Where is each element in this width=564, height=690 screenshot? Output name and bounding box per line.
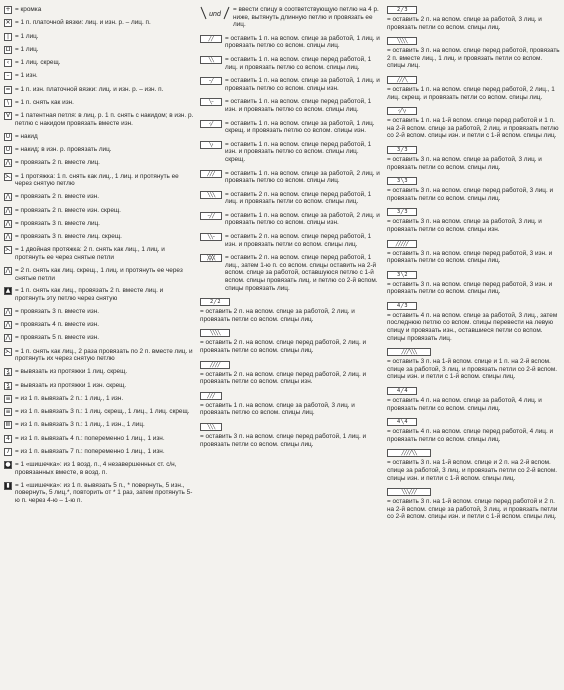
legend-text: = оставить 3 п. на вспом. спице перед работой, 3 изн. и провязать петли со вспом. спицы лиц. [387,249,553,265]
legend-entry [200,35,380,50]
inc-3-icon: ≡ [5,408,11,416]
legend-text: = оставить 2 п. на вспом. спице за работой, 3 лиц. и провязать петли со вспом. спицы лиц. [387,16,542,31]
legend-entry [200,77,380,92]
slip-dec-icon: ⋋ [5,347,11,355]
legend-text: = 1 лиц. [15,45,39,53]
legend-entry [387,146,561,171]
k2tog-icon: ⋀ [5,159,11,167]
cross-double-icon: ‹╱╲› [387,107,417,115]
k5tog-icon: ⋀ [5,334,11,342]
legend-entry [4,112,194,127]
legend-entry [4,408,194,416]
bobble-icon: ● [5,461,11,469]
legend-entry [200,6,380,29]
cross-3-1-3-icon: ╱╱╱╲╲╲ [387,348,431,356]
legend-entry [200,212,380,227]
k3tog-icon: ⋀ [5,219,11,227]
legend-entry [4,173,194,188]
legend-text: = оставить 4 п. на вспом. спице перед работой, 4 лиц. и провязать петли со вспом. спицы лиц. [387,428,554,443]
purl-icon: – [4,72,12,80]
legend-text: = оставить 3 п. на 1-й вспом. спице и 1 п. на 2-й вспом. спице за работой, 3 лиц. и провязать петли со 2-й вспом. спицы изн. и петли с 1-й вспом. спицы лиц. [387,358,558,381]
lift-crossed-icon: ʓ [4,368,12,376]
cross-3-1-front-icon: ╲╲╲ [200,423,222,431]
legend-entry [387,208,561,233]
legend-text: = 1 п. снять как лиц., провязать 2 п. вместе лиц. и протянуть эту петлю через снятую [15,287,164,302]
legend-text: = оставить 1 п. на вспом. спице перед работой, 1 лиц. и провязать петлю со вспом. спицы лиц. [225,55,372,71]
legend-text: = оставить 2 п. на вспом. спице перед работой, 1 лиц. и провязать петли со вспом. спицы лиц. [225,190,372,206]
legend-entry [200,254,380,292]
cross-1-1-back-icon: ╱╱ [200,35,222,43]
k3tog-tbl-icon: ⋀ [5,233,11,241]
cross-2-1-purl-back-icon: –╱╱ [200,212,222,220]
legend-text: = оставить 4 п. на вспом. спице за работой, 3 лиц., затем последнюю петлю со вспом. спицы перевести на левую спицу и провязать изн., оставшиеся петли со вспом. спицы провязать лиц. [387,311,558,342]
lift-purl-crossed-icon: ʓ [4,382,12,390]
legend-entry [387,348,561,381]
legend-text: = накид [15,132,38,140]
p4tog-icon: ⋀ [5,321,11,329]
legend-text: = ввести спицу в соответствующую петлю на 4 р. ниже, вытянуть длинную петлю и провязать ее лиц. [233,6,379,29]
legend-text: = из 1 п. вывязать 4 п.: попеременно 1 лиц., 1 изн. [15,434,165,442]
legend-text: = 1 п. изн. платочной вязки: лиц. и изн. р. – изн. п. [15,85,164,93]
cross-purl-front-icon: ╲– [200,98,222,106]
legend-text: = оставить 4 п. на вспом. спице за работой, 4 лиц. и провязать петли со вспом. спицы лиц. [387,397,542,412]
legend-text: = вывязать из протяжки 1 изн. скрещ. [15,381,127,389]
cross-tbl-back-icon: ‹╱ [200,120,222,128]
legend-entry [4,435,194,443]
cross-3-3-purl-back-icon: 3 ╱ 3 [387,208,417,216]
cross-2-2-back-icon: 2 ╱ 2 [200,298,230,306]
crossed-knit-icon: ‹ [4,59,12,67]
cross-4-4-front-icon: 4 ╲ 4 [387,418,417,426]
legend-entry [4,287,194,302]
legend-text: = 1 лиц. скрещ. [15,59,61,67]
cross-3-2-3-icon: ╱╱╱╱╲╲ [387,449,431,457]
legend-text: = оставить 1 п. на вспом. спице перед работой, 2 лиц., 1 лиц. скрещ. и провязать петли со вспом. спицы лиц. [387,85,555,101]
legend-text: = оставить 3 п. на вспом. спице за работой, 3 лиц. и провязать петли со вспом. спицы лиц. [387,155,542,171]
legend-text: = 1 протяжка: 1 п. снять как лиц., 1 лиц. и протянуть ее через снятую петлю [15,172,179,188]
legend-text: = накид; в изн. р. провязать лиц. [15,146,112,154]
legend-entry [4,321,194,329]
central-dec-icon: ▲ [5,287,11,295]
legend-text: = оставить 2 п. на вспом. спице перед работой, 1 изн. и провязать петли со вспом. спицы лиц. [225,233,372,248]
legend-entry [4,72,194,80]
legend-entry [387,488,561,521]
legend-text: = провязать 2 п. вместе лиц. [15,159,100,167]
cross-icon: ✕ [5,19,11,27]
slip-purl-icon: \ [4,99,12,107]
legend-entry [4,159,194,167]
legend-entry [387,6,561,31]
legend-text: = 1 изн. [15,72,38,80]
legend-entry [387,271,561,296]
p2tog-icon: ⋀ [5,193,11,201]
legend-text: = 1 «шишечка»: из 1 п. вывязать 5 п., * повернуть, 5 изн., повернуть, 5 лиц.*, повторить от * 1 раз, затем протянуть 5-ю п. через 4-ю – 1-ю п. [15,481,193,504]
inc-2-icon: ≡ [5,394,11,402]
legend-entry [4,368,194,376]
legend-entry [4,421,194,429]
inc-3-purl-icon: Ⅲ [5,421,11,429]
cross-tbl-2-icon: ╱╱╱╲ [387,76,417,84]
garter-icon: = [5,85,11,93]
legend-entry [4,348,194,363]
k2tog-tbl-icon: ⋀ [5,266,11,274]
legend-entry [4,19,194,27]
cross-1-3-back-icon: ╱╱╱ [200,392,222,400]
legend-entry [4,6,194,14]
legend-text: = провязать 3 п. вместе лиц. [15,219,100,227]
legend-entry [4,86,194,94]
legend-entry [387,302,561,342]
knit-icon: | [4,33,12,41]
legend-text: = оставить 3 п. на 1-й вспом. спице перед работой и 2 п. на 2-й вспом. спице за работой, 3 лиц. и провязать петли со 2-й вспом. спицы изн. и петли с 1-й вспом. спицы лиц. [387,498,558,521]
legend-text: = из 1 п. вывязать 2 п.: 1 лиц., 1 изн. [15,394,124,402]
legend-text: = оставить 1 п. на вспом. спице перед работой, 1 изн. и провязать петлю со вспом. спицы лиц. скрещ. [225,140,372,163]
legend-entry [200,298,380,323]
legend-entry [4,59,194,67]
legend-entry [387,240,561,265]
yarn-over-icon: U [5,132,11,140]
legend-entry [4,334,194,342]
legend-entry [4,193,194,201]
twisted-knit-icon: Ω [5,45,11,53]
legend-text: = провязать 3 п. вместе изн. [15,307,100,315]
legend-text: = 1 п. платочной вязки: лиц. и изн. р. – лиц. п. [15,19,151,27]
legend-entry [4,246,194,261]
legend-entry [200,98,380,113]
legend-text: = провязать 2 п. вместе изн. скрещ. [15,206,121,214]
legend-text: = оставить 1 п. на вспом. спице за работой, 2 лиц. и провязать петлю со вспом. спицы изн. [225,211,380,227]
legend-text: = оставить 1 п. на вспом. спице за работой, 1 лиц. и провязать петлю со вспом. спицы лиц. [225,34,380,50]
legend-column-1 [4,6,194,510]
legend-entry [387,387,561,412]
legend-entry [200,141,380,164]
legend-entry [200,423,380,448]
cross-2-1-2-icon: ╳╳╳ [200,254,222,262]
legend-entry [200,392,380,417]
p2tog-tbl-icon: ⋀ [5,206,11,214]
cross-3-2-3-front-icon: ╲╲╲╱╱╱ [387,488,431,496]
inc-7-icon: 7 [4,448,12,456]
legend-text: = оставить 2 п. на вспом. спице за работой, 2 лиц. и провязать петли со вспом. спицы лиц. [200,308,355,323]
legend-text: = оставить 3 п. на вспом. спице перед работой, 3 изн. и провязать петли со вспом. спицы лиц. [387,280,553,296]
legend-text: = из 1 п. вывязать 7 п.: попеременно 1 лиц., 1 изн. [15,448,165,456]
legend-entry [387,76,561,101]
legend-text: = 1 двойная протяжка: 2 п. снять как лиц., 1 лиц. и протянуть ее через снятые петли [15,246,165,262]
legend-text: = оставить 2 п. на вспом. спице перед работой, 2 лиц. и провязать петли со вспом. спицы лиц. [200,339,367,354]
legend-entry [200,191,380,206]
legend-entry [4,207,194,215]
legend-entry [4,267,194,282]
legend-entry [4,133,194,141]
cross-4-4-back-icon: 4 ╱ 4 [387,387,417,395]
skp-icon: ⋋ [5,172,11,180]
legend-text: = оставить 3 п. на вспом. спице перед работой, 3 лиц. и провязать петли со вспом. спицы лиц. [387,187,554,202]
legend-text: = провязать 2 п. вместе изн. [15,193,100,201]
legend-text: = оставить 2 п. на вспом. спице перед работой, 1 лиц., затем 1-ю п. со вспом. спицы оставить на 2-й вспом. спице за работой, оставшуюся петлю с 1-й вспом. спицы провязать лиц. и петлю со 2-й вспом. спицы провязать лиц. [225,254,378,292]
cross-tbl-front-icon: ╲› [200,141,222,149]
patent-icon: V [5,112,11,120]
legend-entry [4,46,194,54]
cross-2-1-purl-front-icon: ╲╲– [200,233,222,241]
inc-4-icon: 4 [4,435,12,443]
cross-3-3-purl-front-icon: ╱╱╱╱╱ [387,240,417,248]
legend-entry [387,449,561,482]
legend-text: = 2 п. снять как лиц. скрещ., 1 лиц. и протянуть ее через снятые петли [15,266,183,282]
legend-text: = оставить 3 п. на вспом. спице перед работой, 1 лиц. и провязать петли со вспом. спицы лиц. [200,432,367,448]
legend-text: = провязать 4 п. вместе изн. [15,321,100,329]
legend-entry [4,233,194,241]
legend-entry [200,329,380,354]
legend-entry [4,99,194,107]
legend-text: = из 1 п. вывязать 3 п.: 1 лиц. скрещ., 1 лиц., 1 лиц. скрещ. [15,408,190,416]
plus-icon: + [5,6,11,13]
legend-text: = оставить 1 п. на вспом. спице за работой, 3 лиц. и провязать петлю со вспом. спицы лиц. [200,401,355,417]
legend-text: = оставить 2 п. на вспом. спице перед работой, 2 лиц. и провязать петли со вспом. спицы изн. [200,370,367,386]
cross-3-2-front-icon: ╲╲╲╲ [387,37,417,45]
legend-text: = оставить 1 п. на вспом. спице за работой, 2 лиц. и провязать петлю со вспом. спицы лиц. [225,169,380,185]
legend-text: = оставить 1 п. на вспом. спице за работой, 1 лиц. скрещ. и провязать петлю со вспом. спицы изн. [225,119,375,135]
legend-text: = 1 лиц. [15,32,39,40]
purl-yarn-over-icon: U [5,146,11,154]
legend-text: = оставить 3 п. на вспом. спице за работой, 3 лиц. и провязать петли со вспом. спицы изн. [387,218,542,233]
legend-entry [4,220,194,228]
cross-2-3-back-icon: 2 ╱ 3 [387,6,417,14]
double-skp-icon: ⋋ [5,246,11,254]
legend-entry [4,482,194,505]
bobble-knit-icon: ▮ [4,482,12,490]
legend-entry [200,56,380,71]
legend-text: = 1 п. снять как лиц., 2 раза провязать по 2 п. вместе лиц. и протянуть их через снятую петлю [15,347,193,363]
legend-text: = кромка [15,6,42,13]
legend-text: = 1 патентная петля: в лиц. р. 1 п. снять с накидом; в изн. р. петлю с накидом провязать вместе изн. [15,112,194,127]
legend-column-3 [387,6,561,527]
cross-1-1-front-icon: ╲╲ [200,56,222,64]
legend-text: = оставить 3 п. на вспом. спице перед работой, провязать 2 п. вместе лиц., 1 лиц. и провязать петли со вспом. спицы лиц. [387,47,560,70]
legend-column-2 [200,6,380,454]
legend-entry [200,170,380,185]
legend-text: = 1 «шишечка»: из 1 возд. п., 4 незавершенных ст. с/н, провязанных вместе, в возд. п. [15,461,177,476]
legend-entry [4,395,194,403]
legend-entry [200,120,380,135]
legend-entry [387,107,561,140]
cross-3-3-back-icon: 3 ╱ 3 [387,146,417,154]
legend-text: = из 1 п. вывязать 3 п.: 1 лиц., 1 изн., 1 лиц. [15,421,145,429]
legend-text: = оставить 3 п. на 1-й вспом. спице и 2 п. на 2-й вспом. спице за работой, 3 лиц. и провязать петли со 2-й вспом. спицы изн. и петли с 1-й вспом. спицы лиц. [387,459,558,482]
cross-3-3-front-icon: 3 ╲ 3 [387,177,417,185]
und-icon [200,6,230,20]
svg-text:und: und [209,11,221,18]
legend-entry [4,308,194,316]
legend-text: = оставить 1 п. на вспом. спице за работой, 1 лиц. и провязать петлю со вспом. спицы изн. [225,77,380,92]
legend-entry [387,37,561,70]
legend-text: = вывязать из протяжки 1 лиц. скрещ. [15,368,128,376]
legend-entry [200,361,380,386]
legend-entry [4,146,194,154]
legend-entry [4,382,194,390]
legend-text: = провязать 5 п. вместе изн. [15,334,100,342]
cross-2-2-purl-icon: ╱╱╱╱ [200,361,230,369]
legend-text: = 1 п. снять как изн. [15,99,74,107]
legend-text: = провязать 3 п. вместе лиц. скрещ. [15,233,122,241]
legend-entry [4,33,194,41]
legend-entry [200,233,380,248]
p3tog-icon: ⋀ [5,307,11,315]
cross-purl-back-icon: –╱ [200,77,222,85]
cross-4-3-icon: 4 ╱ 3 [387,302,417,310]
legend-entry [387,177,561,202]
legend-entry [4,448,194,456]
legend-text: = оставить 1 п. на 1-й вспом. спице перед работой и 1 п. на 2-й вспом. спице за работой, 2 лиц. и провязать петлю со 2-й вспом. спицы изн. и петли с 1-й вспом. спицы лиц. [387,117,559,140]
cross-3-2-purl-icon: 3 ╲ 2 [387,271,417,279]
legend-entry [4,461,194,476]
legend-entry [387,418,561,443]
cross-1-2-back-icon: ╱╱╱ [200,170,222,178]
cross-1-2-front-icon: ╲╲╲ [200,191,222,199]
cross-2-2-front-icon: ╲╲╲╲ [200,329,230,337]
legend-text: = оставить 1 п. на вспом. спице перед работой, 1 изн. и провязать петлю со вспом. спицы лиц. [225,98,372,113]
